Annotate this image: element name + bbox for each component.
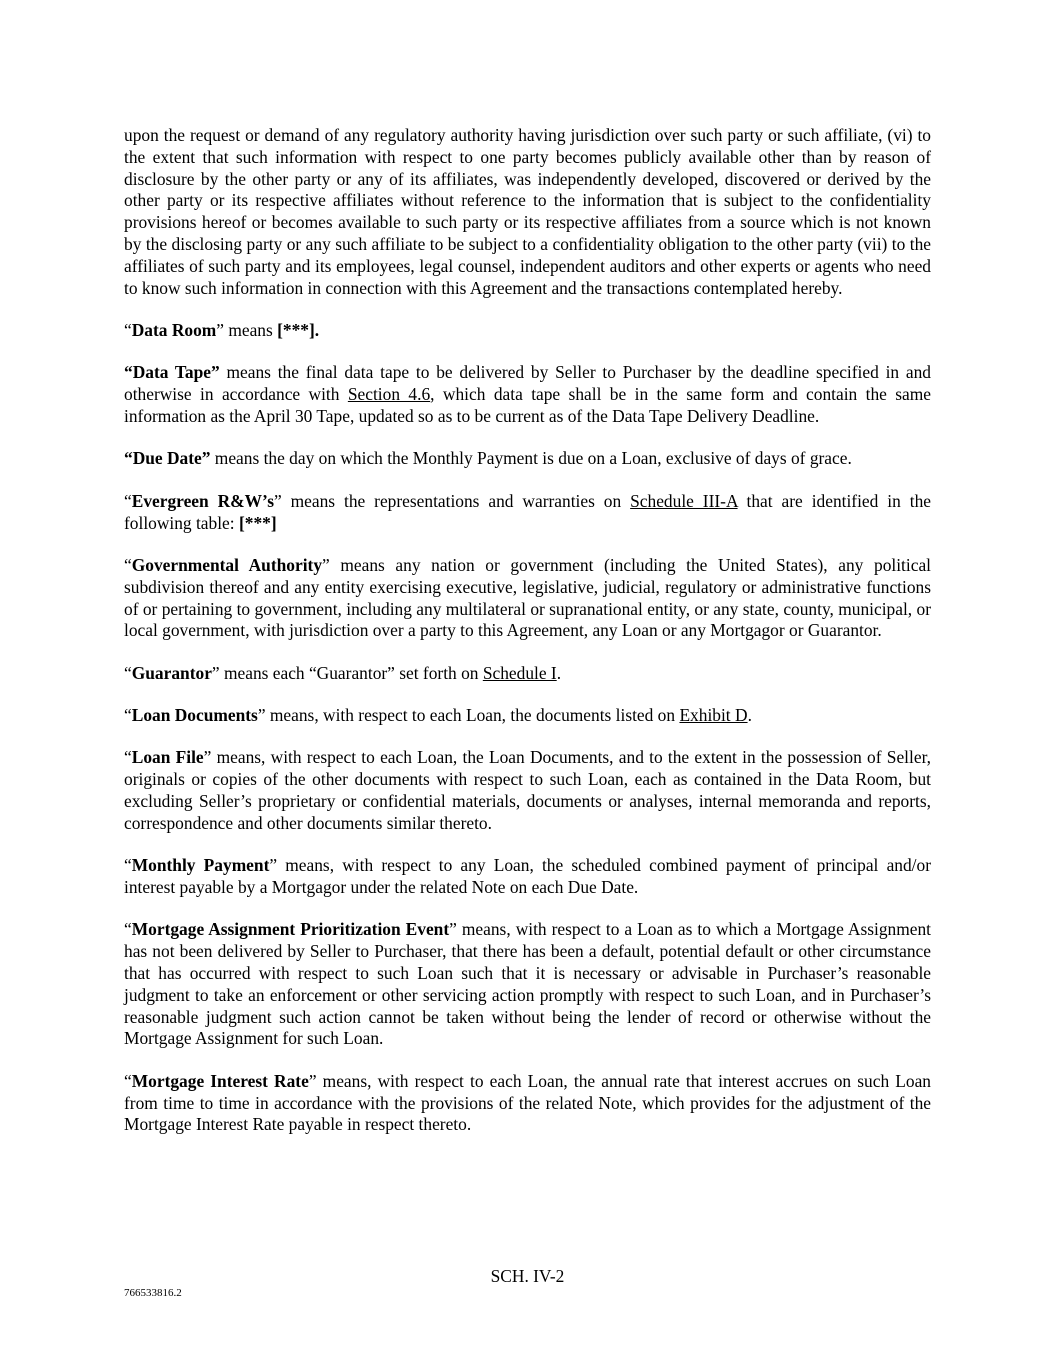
quote-open: “ [124,705,132,726]
definition-text: means the day on which the Monthly Payment is due on a Loan, exclusive of days of grace. [210,448,852,469]
document-id: 766533816.2 [124,1287,182,1299]
definition-text: ” means any nation or government (including the United States), any political subdivision thereof and any entity exercising executive, legislative, judicial, regulatory or administrative functions of or pertaining to government, including any multilateral or supranational entity, or any state, county, municipal, or local government, with jurisdiction over a party to this Agreement, any Loan or any Mortgagor or Guarantor. [124,554,931,641]
definition-text: ” means, with respect to each Loan, the Loan Documents, and to the extent in the possession of Seller, originals or copies of the other documents with respect to such Loan, each as contained in the Data Room, but excluding Seller’s proprietary or confidential materials, documents or analyses, internal memoranda and reports, correspondence and other documents similar thereto. [124,747,932,833]
definition-evergreen [124,491,931,535]
schedule-reference-link[interactable]: Schedule I [482,662,557,683]
section-reference-link[interactable]: Section 4.6 [347,384,431,405]
defined-term: Loan Documents [131,705,258,726]
definition-text: means the final data tape to be delivered by Seller to Purchaser by the deadline specified in and otherwise in accordance with [124,362,931,405]
paragraph-continuation: upon the request or demand of any regulatory authority having jurisdiction over such party or such affiliate, (vi) to the extent that such information with respect to one party becomes publicly available other than by reason of disclosure by the other party or any of its affiliates, was independently developed, discovered or derived by the other party or its respective affiliates without reference to the information that is subject to the confidentiality provisions hereof or becomes available to such party or its respective affiliates from a source which is not known by the disclosing party or any such affiliate to be subject to a confidentiality obligation to the other party (vii) to the affiliates of such party and its employees, legal counsel, independent auditors and other experts or agents who need to know such information in connection with this Agreement and the transactions contemplated hereby. [124,125,931,298]
definition-guarantor [124,663,931,685]
definition-text: that are identified in the following table: [124,490,931,533]
defined-term: “Data Tape” [124,362,220,383]
redaction-marker: [***] [238,512,277,533]
definition-data-room [124,320,931,342]
definition-text: ” means each “Guarantor” set forth on [211,662,483,683]
defined-term: Data Room [131,319,217,340]
definition-mortgage-assignment-prioritization-event [124,919,931,1050]
definition-data-tape [124,362,931,427]
definition-text: . [747,705,752,726]
defined-term: Guarantor [131,662,212,683]
document-body [124,125,931,1157]
defined-term: Monthly Payment [131,855,270,876]
definition-loan-documents [124,705,931,727]
defined-term: “Due Date” [124,448,211,469]
definition-loan-file [124,747,931,834]
schedule-reference-link[interactable]: Schedule III-A [630,490,738,511]
definition-text: ” means the representations and warranties on [273,490,631,511]
quote-open: “ [124,855,132,876]
exhibit-reference-link[interactable]: Exhibit D [679,705,748,726]
quote-open: “ [124,319,132,340]
definition-text: ” means [216,319,278,340]
defined-term: Mortgage Interest Rate [131,1070,309,1091]
defined-term: Evergreen R&W’s [131,490,274,511]
definition-due-date [124,448,931,470]
page-number-label: SCH. IV-2 [490,1266,565,1286]
defined-term: Mortgage Assignment Prioritization Event [131,919,450,940]
definition-text: ” means, with respect to a Loan as to which a Mortgage Assignment has not been delivered by Seller to Purchaser, that there has been a default, potential default or other circumstance that has occurred with respect to such Loan such that it is necessary or advisable in Purchaser’s reasonable judgment to take an enforcement or other servicing action promptly with respect to such Loan, and in Purchaser’s reasonable judgment such action cannot be taken without being the lender of record or otherwise without the Mortgage Assignment for such Loan. [124,919,931,1049]
definition-text: . [556,662,562,683]
definition-text: ” means, with respect to any Loan, the scheduled combined payment of principal and/or interest payable by a Mortgagor under the related Note on each Due Date. [124,855,931,898]
quote-open: “ [124,747,132,768]
defined-term: Governmental Authority [131,554,323,575]
quote-open: “ [124,490,132,511]
definition-text: ” means, with respect to each Loan, the documents listed on [257,705,680,726]
redaction-marker: [***]. [277,319,320,340]
quote-open: “ [124,1070,132,1091]
quote-open: “ [124,919,132,940]
definition-text: ” means, with respect to each Loan, the annual rate that interest accrues on such Loan from time to time in accordance with the provisions of the related Note, which provides for the adjustment of the Mortgage Interest Rate payable in respect thereto. [124,1070,931,1135]
definition-mortgage-interest-rate [124,1071,931,1136]
definition-monthly-payment [124,855,931,899]
defined-term: Loan File [131,747,204,768]
quote-open: “ [124,662,132,683]
quote-open: “ [124,554,132,575]
definition-governmental-authority [124,555,931,642]
definition-text: , which data tape shall be in the same form and contain the same information as the April 30 Tape, updated so as to be current as of the Data Tape Delivery Deadline. [124,384,932,426]
